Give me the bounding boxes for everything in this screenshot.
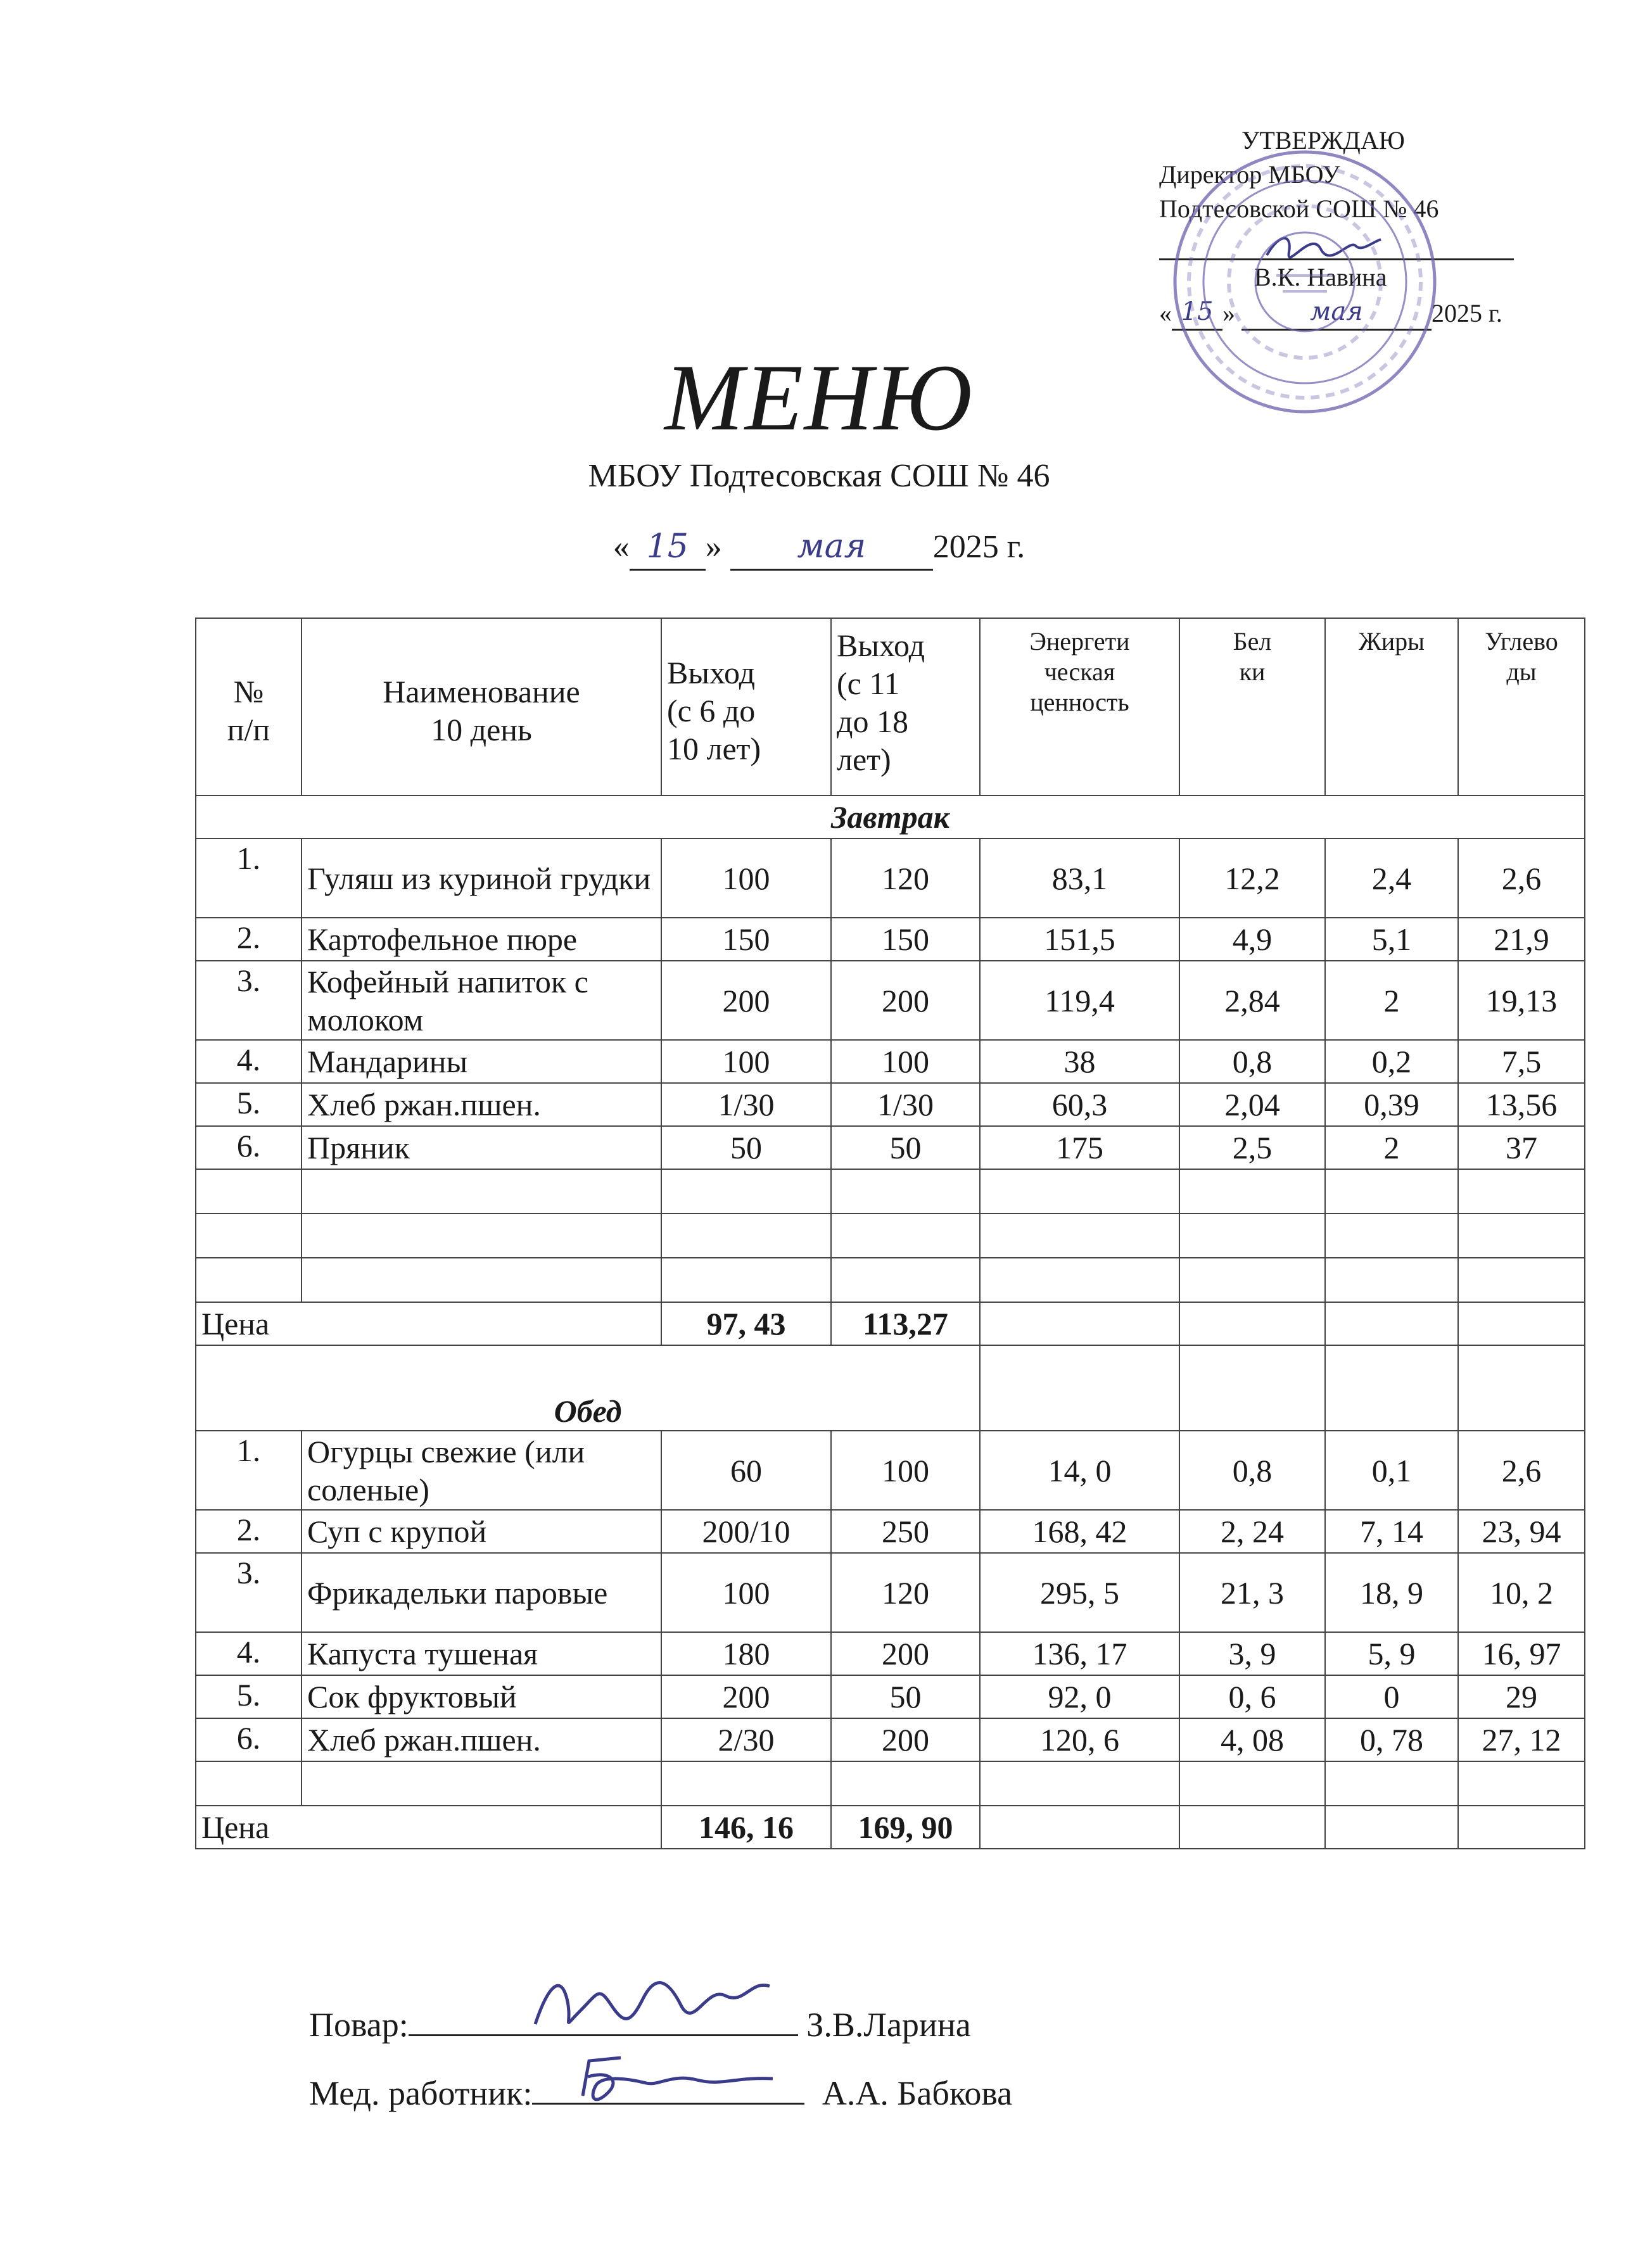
- cook-label: Повар:: [309, 2006, 409, 2044]
- breakfast-title: Завтрак: [196, 795, 1585, 839]
- approval-date-year: 2025 г.: [1432, 299, 1502, 327]
- table-row: [196, 1083, 1585, 1126]
- header-yield-6-10: Выход (с 6 до 10 лет): [661, 618, 831, 795]
- item-carbs: 37: [1458, 1126, 1585, 1169]
- menu-date-day: 15: [630, 524, 706, 571]
- approval-date-day: 15: [1172, 295, 1222, 331]
- item-number: 6.: [196, 1126, 302, 1169]
- item-name: Сок фруктовый: [302, 1675, 661, 1718]
- item-yield-6-10: 200: [661, 961, 831, 1040]
- approval-date-month: мая: [1241, 295, 1432, 331]
- lunch-price-label: Цена: [196, 1806, 661, 1849]
- item-energy: 120, 6: [980, 1718, 1179, 1761]
- breakfast-price-row: [196, 1302, 1585, 1345]
- item-carbs: 2,6: [1458, 839, 1585, 918]
- item-protein: 2,5: [1179, 1126, 1325, 1169]
- item-carbs: 7,5: [1458, 1040, 1585, 1083]
- item-number: 5.: [196, 1675, 302, 1718]
- item-carbs: 21,9: [1458, 918, 1585, 961]
- item-carbs: 10, 2: [1458, 1553, 1585, 1632]
- table-row: [196, 961, 1585, 1040]
- item-energy: 14, 0: [980, 1431, 1179, 1510]
- item-fat: 7, 14: [1325, 1510, 1458, 1553]
- lunch-price-6-10: 146, 16: [661, 1806, 831, 1849]
- item-fat: 2: [1325, 1126, 1458, 1169]
- item-yield-11-18: 150: [831, 918, 980, 961]
- item-yield-6-10: 100: [661, 839, 831, 918]
- breakfast-section-row: [196, 795, 1585, 839]
- header-num: № п/п: [196, 618, 302, 795]
- item-fat: 0,39: [1325, 1083, 1458, 1126]
- item-fat: 0,2: [1325, 1040, 1458, 1083]
- table-row: [196, 918, 1585, 961]
- lunch-title: Обед: [196, 1345, 980, 1431]
- item-protein: 2, 24: [1179, 1510, 1325, 1553]
- item-yield-6-10: 100: [661, 1040, 831, 1083]
- item-yield-6-10: 100: [661, 1553, 831, 1632]
- item-protein: 4,9: [1179, 918, 1325, 961]
- table-row: [196, 1040, 1585, 1083]
- item-protein: 2,04: [1179, 1083, 1325, 1126]
- item-number: 1.: [196, 839, 302, 918]
- lunch-section-row: [196, 1345, 1585, 1431]
- menu-table: [195, 618, 1585, 1849]
- item-name: Кофейный напиток с молоком: [302, 961, 661, 1040]
- item-fat: 0: [1325, 1675, 1458, 1718]
- item-number: 2.: [196, 918, 302, 961]
- item-energy: 38: [980, 1040, 1179, 1083]
- table-row: [196, 1169, 1585, 1213]
- item-yield-6-10: 200: [661, 1675, 831, 1718]
- item-yield-11-18: 200: [831, 1632, 980, 1675]
- item-yield-11-18: 100: [831, 1431, 980, 1510]
- item-name: Мандарины: [302, 1040, 661, 1083]
- approval-position: Директор МБОУ: [1159, 160, 1340, 189]
- menu-date-month: мая: [730, 524, 933, 571]
- item-number: 3.: [196, 961, 302, 1040]
- item-name: Суп с крупой: [302, 1510, 661, 1553]
- item-protein: 2,84: [1179, 961, 1325, 1040]
- header-protein: Бел ки: [1179, 618, 1325, 795]
- table-row: [196, 1761, 1585, 1806]
- item-protein: 0,8: [1179, 1431, 1325, 1510]
- item-yield-6-10: 200/10: [661, 1510, 831, 1553]
- item-name: Пряник: [302, 1126, 661, 1169]
- item-number: 5.: [196, 1083, 302, 1126]
- item-protein: 3, 9: [1179, 1632, 1325, 1675]
- breakfast-price-label: Цена: [196, 1302, 661, 1345]
- item-energy: 119,4: [980, 961, 1179, 1040]
- item-yield-11-18: 100: [831, 1040, 980, 1083]
- item-yield-6-10: 150: [661, 918, 831, 961]
- item-yield-6-10: 60: [661, 1431, 831, 1510]
- item-name: Хлеб ржан.пшен.: [302, 1718, 661, 1761]
- breakfast-price-11-18: 113,27: [831, 1302, 980, 1345]
- item-carbs: 2,6: [1458, 1431, 1585, 1510]
- table-row: [196, 1510, 1585, 1553]
- item-protein: 12,2: [1179, 839, 1325, 918]
- header-energy: Энергети ческая ценность: [980, 618, 1179, 795]
- header-name: Наименование 10 день: [302, 618, 661, 795]
- medic-name: А.А. Бабкова: [822, 2074, 1013, 2112]
- lunch-rows: [196, 1431, 1585, 1761]
- item-name: Фрикадельки паровые: [302, 1553, 661, 1632]
- item-energy: 175: [980, 1126, 1179, 1169]
- item-number: 2.: [196, 1510, 302, 1553]
- item-name: Гуляш из куриной грудки: [302, 839, 661, 918]
- item-carbs: 13,56: [1458, 1083, 1585, 1126]
- item-yield-6-10: 180: [661, 1632, 831, 1675]
- approval-heading: УТВЕРЖДАЮ: [1241, 126, 1405, 155]
- item-protein: 4, 08: [1179, 1718, 1325, 1761]
- approval-director-name: В.К. Навина: [1254, 263, 1387, 291]
- cook-signature-icon: [523, 1961, 776, 2037]
- item-carbs: 23, 94: [1458, 1510, 1585, 1553]
- header-yield-11-18: Выход (с 11 до 18 лет): [831, 618, 980, 795]
- item-yield-11-18: 120: [831, 839, 980, 918]
- item-energy: 92, 0: [980, 1675, 1179, 1718]
- item-name: Картофельное пюре: [302, 918, 661, 961]
- item-energy: 60,3: [980, 1083, 1179, 1126]
- cook-signature: [309, 2001, 971, 2046]
- item-yield-11-18: 1/30: [831, 1083, 980, 1126]
- item-protein: 21, 3: [1179, 1553, 1325, 1632]
- medic-signature-icon: [570, 2048, 779, 2105]
- item-carbs: 27, 12: [1458, 1718, 1585, 1761]
- breakfast-rows: [196, 839, 1585, 1169]
- item-yield-6-10: 2/30: [661, 1718, 831, 1761]
- item-yield-11-18: 50: [831, 1675, 980, 1718]
- menu-date-year: 2025 г.: [932, 529, 1025, 565]
- table-row: [196, 1632, 1585, 1675]
- table-header-row: [196, 618, 1585, 795]
- lunch-price-11-18: 169, 90: [831, 1806, 980, 1849]
- item-yield-11-18: 200: [831, 961, 980, 1040]
- approval-date: « 15 » мая 2025 г.: [1159, 295, 1533, 331]
- item-energy: 168, 42: [980, 1510, 1179, 1553]
- item-yield-11-18: 200: [831, 1718, 980, 1761]
- item-number: 4.: [196, 1040, 302, 1083]
- item-fat: 18, 9: [1325, 1553, 1458, 1632]
- cook-name: З.В.Ларина: [806, 2006, 971, 2044]
- medic-signature: [309, 2070, 1012, 2114]
- menu-date: « 15 » мая 2025 г.: [0, 524, 1638, 571]
- item-energy: 151,5: [980, 918, 1179, 961]
- item-protein: 0, 6: [1179, 1675, 1325, 1718]
- item-protein: 0,8: [1179, 1040, 1325, 1083]
- table-row: [196, 1213, 1585, 1258]
- item-yield-6-10: 50: [661, 1126, 831, 1169]
- item-carbs: 16, 97: [1458, 1632, 1585, 1675]
- item-energy: 83,1: [980, 839, 1179, 918]
- school-name: МБОУ Подтесовская СОШ № 46: [588, 458, 1050, 494]
- item-energy: 136, 17: [980, 1632, 1179, 1675]
- item-fat: 2: [1325, 961, 1458, 1040]
- item-fat: 0,1: [1325, 1431, 1458, 1510]
- table-row: [196, 1718, 1585, 1761]
- item-yield-11-18: 50: [831, 1126, 980, 1169]
- item-fat: 5, 9: [1325, 1632, 1458, 1675]
- item-number: 1.: [196, 1431, 302, 1510]
- table-row: [196, 1675, 1585, 1718]
- medic-label: Мед. работник:: [309, 2074, 533, 2112]
- item-number: 6.: [196, 1718, 302, 1761]
- approval-organization: Подтесовской СОШ № 46: [1159, 194, 1439, 223]
- table-row: [196, 1431, 1585, 1510]
- item-energy: 295, 5: [980, 1553, 1179, 1632]
- item-fat: 2,4: [1325, 839, 1458, 918]
- item-carbs: 29: [1458, 1675, 1585, 1718]
- item-number: 4.: [196, 1632, 302, 1675]
- item-yield-11-18: 250: [831, 1510, 980, 1553]
- table-row: [196, 839, 1585, 918]
- item-name: Огурцы свежие (или соленые): [302, 1431, 661, 1510]
- table-row: [196, 1553, 1585, 1632]
- item-fat: 5,1: [1325, 918, 1458, 961]
- header-fat: Жиры: [1325, 618, 1458, 795]
- item-name: Капуста тушеная: [302, 1632, 661, 1675]
- item-carbs: 19,13: [1458, 961, 1585, 1040]
- page-title: МЕНЮ: [664, 345, 974, 450]
- item-name: Хлеб ржан.пшен.: [302, 1083, 661, 1126]
- item-yield-11-18: 120: [831, 1553, 980, 1632]
- item-fat: 0, 78: [1325, 1718, 1458, 1761]
- table-row: [196, 1258, 1585, 1302]
- table-row: [196, 1126, 1585, 1169]
- item-number: 3.: [196, 1553, 302, 1632]
- breakfast-price-6-10: 97, 43: [661, 1302, 831, 1345]
- lunch-price-row: [196, 1806, 1585, 1849]
- item-yield-6-10: 1/30: [661, 1083, 831, 1126]
- header-carbs: Углево ды: [1458, 618, 1585, 795]
